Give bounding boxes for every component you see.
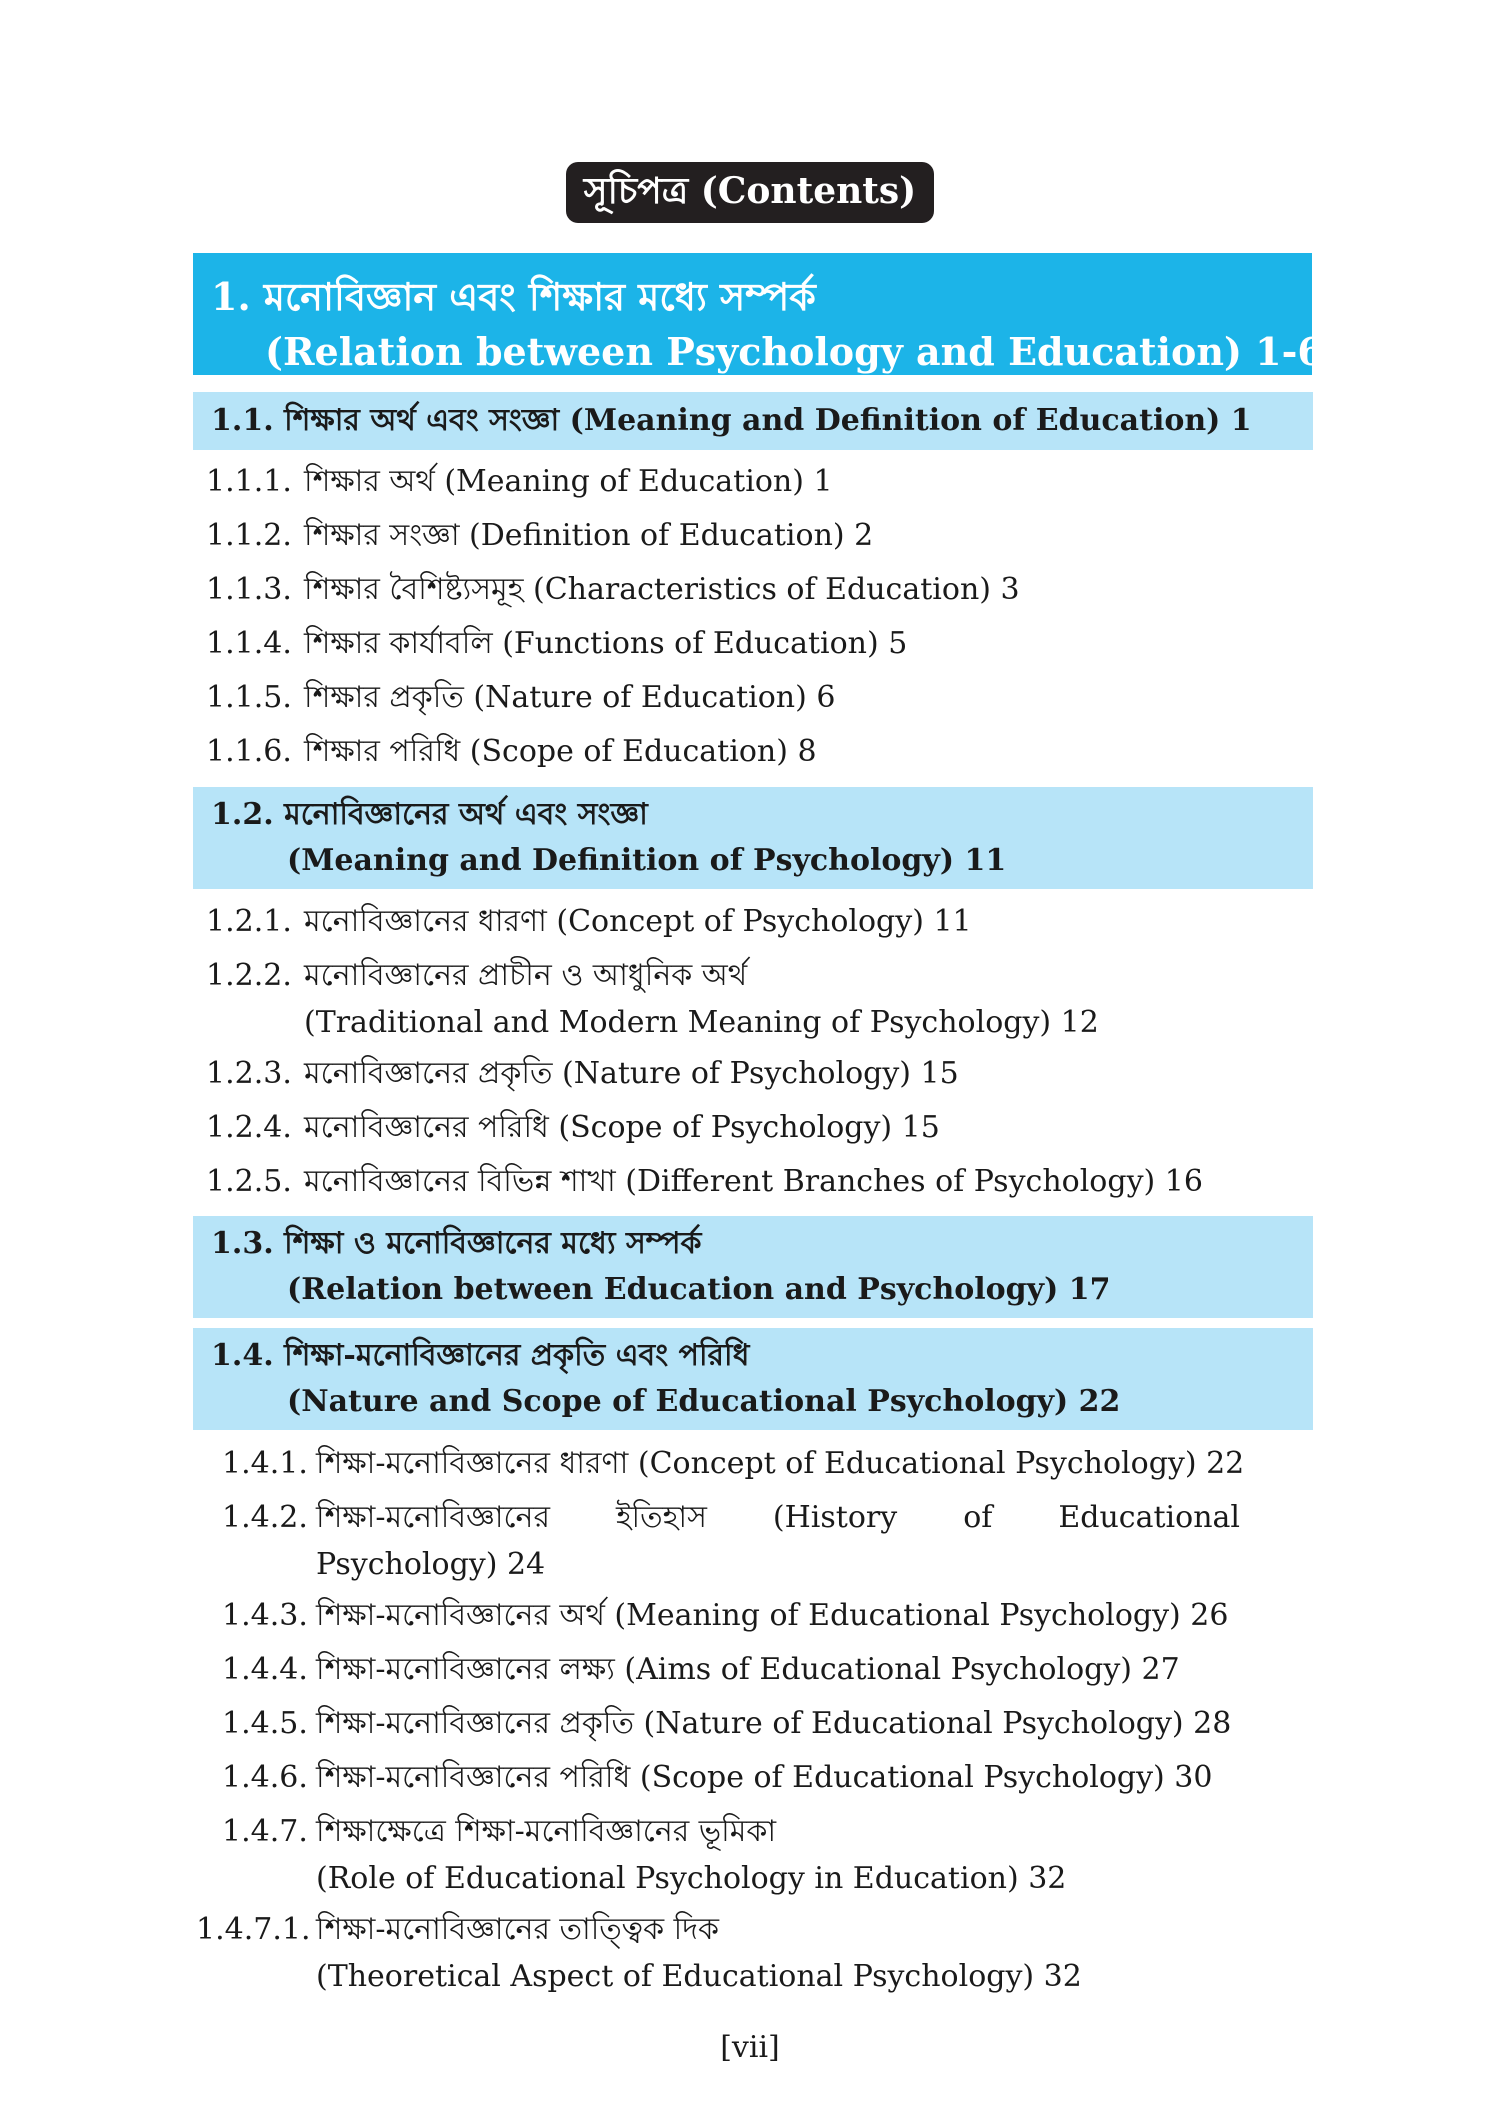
entry-number: 1.4.6.: [222, 1760, 308, 1795]
entry-number: 1.1.4.: [206, 626, 292, 661]
entry-number: 1.2.4.: [206, 1110, 292, 1145]
entry-number: 1.4.2.: [222, 1500, 308, 1535]
entry-text-english: (Role of Educational Psychology in Education) 32: [316, 1861, 1067, 1896]
section-title-english: (Nature and Scope of Educational Psychology) 22: [287, 1384, 1121, 1419]
entry-text: শিক্ষা-মনোবিজ্ঞানের প্রকৃতি (Nature of Educational Psychology) 28: [316, 1706, 1232, 1741]
toc-entry-1-1-5: [206, 678, 835, 718]
toc-entry-1-4-7-1-continued: [316, 1957, 1082, 1997]
section-1-2-header: [193, 787, 1313, 889]
entry-number: 1.4.1.: [222, 1446, 308, 1481]
entry-text: মনোবিজ্ঞানের প্রাচীন ও আধুনিক অর্থ: [304, 958, 748, 993]
toc-entry-1-4-2-continued: [316, 1545, 545, 1585]
toc-entry-1-4-1: [222, 1444, 1244, 1484]
entry-text: মনোবিজ্ঞানের পরিধি (Scope of Psychology) 15: [304, 1110, 940, 1145]
section-title-bengali: 1.4. শিক্ষা-মনোবিজ্ঞানের প্রকৃতি এবং পরিধি: [211, 1338, 750, 1373]
section-1-3-header: [193, 1216, 1313, 1318]
entry-number: 1.2.1.: [206, 904, 292, 939]
entry-text: শিক্ষার বৈশিষ্ট্যসমূহ (Characteristics of Education) 3: [304, 572, 1020, 607]
entry-number: 1.4.3.: [222, 1598, 308, 1633]
entry-number: 1.1.1.: [206, 464, 292, 499]
section-title-english: (Relation between Education and Psychology) 17: [287, 1272, 1111, 1307]
section-title-english: (Meaning and Definition of Psychology) 11: [287, 843, 1007, 878]
page-number: [vii]: [720, 2030, 780, 2065]
toc-entry-1-2-2-continued: [304, 1003, 1099, 1043]
section-1-1-header: [193, 392, 1313, 450]
entry-text: শিক্ষার অর্থ (Meaning of Education) 1: [304, 464, 833, 499]
entry-text: শিক্ষা-মনোবিজ্ঞানের তাত্ত্বিক দিক: [316, 1912, 719, 1947]
entry-text: শিক্ষা-মনোবিজ্ঞানের লক্ষ্য (Aims of Educational Psychology) 27: [316, 1652, 1180, 1687]
toc-entry-1-4-7-1: [196, 1910, 719, 1950]
entry-text: শিক্ষা-মনোবিজ্ঞানের অর্থ (Meaning of Educational Psychology) 26: [316, 1598, 1229, 1633]
entry-text: শিক্ষা-মনোবিজ্ঞানের পরিধি (Scope of Educational Psychology) 30: [316, 1760, 1213, 1795]
entry-text: মনোবিজ্ঞানের ধারণা (Concept of Psychology) 11: [304, 904, 972, 939]
toc-entry-1-2-4: [206, 1108, 940, 1148]
toc-entry-1-1-2: [206, 516, 873, 556]
toc-entry-1-1-4: [206, 624, 907, 664]
toc-entry-1-4-7: [222, 1812, 776, 1852]
toc-entry-1-4-6: [222, 1758, 1212, 1798]
entry-text: শিক্ষার পরিধি (Scope of Education) 8: [304, 734, 817, 769]
entry-text-english: (Traditional and Modern Meaning of Psychology) 12: [304, 1005, 1099, 1040]
section-title: 1.1. শিক্ষার অর্থ এবং সংজ্ঞা (Meaning and Definition of Education) 1: [211, 403, 1252, 438]
toc-entry-1-2-3: [206, 1054, 959, 1094]
toc-entry-1-4-3: [222, 1596, 1228, 1636]
entry-text: শিক্ষাক্ষেত্রে শিক্ষা-মনোবিজ্ঞানের ভূমিকা: [316, 1814, 777, 1849]
toc-entry-1-1-3: [206, 570, 1020, 610]
entry-text-english: (Theoretical Aspect of Educational Psychology) 32: [316, 1959, 1082, 1994]
entry-number: 1.4.4.: [222, 1652, 308, 1687]
toc-entry-1-1-6: [206, 732, 817, 772]
entry-number: 1.4.7.1.: [196, 1912, 311, 1947]
entry-number: 1.1.3.: [206, 572, 292, 607]
toc-entry-1-1-1: [206, 462, 833, 502]
contents-title-container: [0, 162, 1500, 223]
entry-number: 1.2.2.: [206, 958, 292, 993]
entry-number: 1.2.5.: [206, 1164, 292, 1199]
section-1-4-header: [193, 1328, 1313, 1430]
entry-text: মনোবিজ্ঞানের প্রকৃতি (Nature of Psychology) 15: [304, 1056, 959, 1091]
entry-number: 1.1.2.: [206, 518, 292, 553]
toc-entry-1-2-2: [206, 956, 747, 996]
section-title-bengali: 1.2. মনোবিজ্ঞানের অর্থ এবং সংজ্ঞা: [211, 797, 648, 832]
toc-entry-1-4-7-continued: [316, 1859, 1066, 1899]
chapter-title-bengali: 1. মনোবিজ্ঞান এবং শিক্ষার মধ্যে সম্পর্ক: [211, 274, 816, 319]
entry-text: শিক্ষার সংজ্ঞা (Definition of Education) 2: [304, 518, 874, 553]
entry-text: মনোবিজ্ঞানের বিভিন্ন শাখা (Different Branches of Psychology) 16: [304, 1164, 1203, 1199]
entry-number: 1.4.7.: [222, 1814, 308, 1849]
entry-text-continued: Psychology) 24: [316, 1547, 546, 1582]
toc-entry-1-2-5: [206, 1162, 1203, 1202]
entry-number: 1.2.3.: [206, 1056, 292, 1091]
toc-entry-1-2-1: [206, 902, 972, 942]
entry-number: 1.1.5.: [206, 680, 292, 715]
entry-text: শিক্ষার প্রকৃতি (Nature of Education) 6: [304, 680, 836, 715]
entry-number: 1.1.6.: [206, 734, 292, 769]
chapter-title-english: (Relation between Psychology and Education) 1-60: [265, 329, 1351, 374]
entry-text: শিক্ষার কার্যাবলি (Functions of Education) 5: [304, 626, 908, 661]
chapter-1-header: [193, 253, 1351, 375]
toc-entry-1-4-2: [222, 1498, 1240, 1538]
entry-text: শিক্ষা-মনোবিজ্ঞানের ইতিহাস (History of Educational: [316, 1500, 1240, 1535]
contents-title: সূচিপত্র (Contents): [566, 162, 934, 223]
toc-entry-1-4-4: [222, 1650, 1180, 1690]
section-title-bengali: 1.3. শিক্ষা ও মনোবিজ্ঞানের মধ্যে সম্পর্ক: [211, 1226, 702, 1261]
entry-number: 1.4.5.: [222, 1706, 308, 1741]
entry-text: শিক্ষা-মনোবিজ্ঞানের ধারণা (Concept of Educational Psychology) 22: [316, 1446, 1245, 1481]
toc-entry-1-4-5: [222, 1704, 1231, 1744]
